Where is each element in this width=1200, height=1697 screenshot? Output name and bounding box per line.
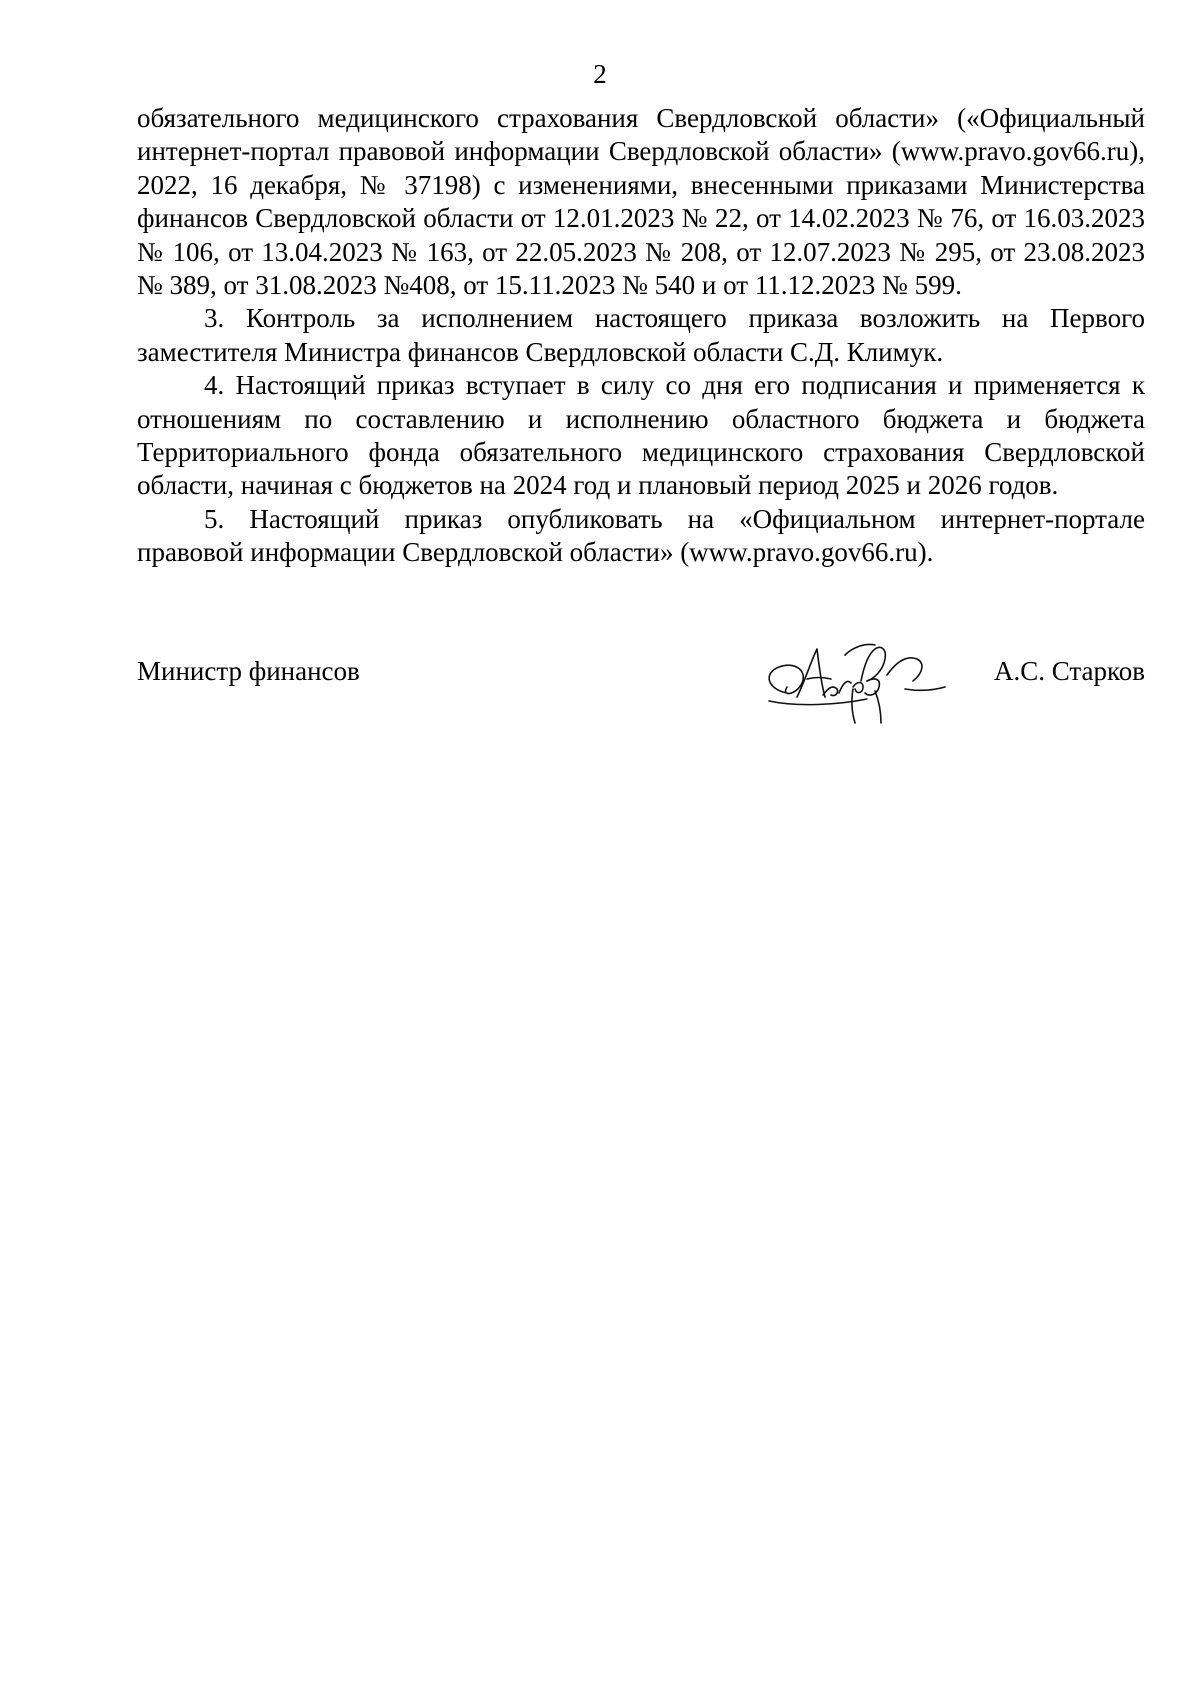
- page-number: 2: [593, 59, 607, 89]
- signer-title: Министр финансов: [137, 656, 360, 686]
- signature-block: [137, 643, 1145, 733]
- paragraph-item-4: 4. Настоящий приказ вступает в силу со дня его подписания и применяется к отношениям по составлению и исполнению областного бюджета и бюджета Территориального фонда обязательного медицинского страхования Свердловской области, начиная с бюджетов на 2024 год и плановый период 2025 и 2026 годов.: [137, 370, 1145, 501]
- paragraph-item-5: 5. Настоящий приказ опубликовать на «Официальном интернет-портале правовой информации Свердловской области» (www.pravo.gov66.ru).: [137, 503, 1145, 568]
- signer-name: А.С. Старков: [993, 656, 1145, 686]
- document-body: [137, 102, 1145, 570]
- paragraph-continuation: обязательного медицинского страхования Свердловской области» («Официальный интернет-портал правовой информации Свердловской области» (www.pravo.gov66.ru), 2022, 16 декабря, № 37198) с изменениями, внесенными приказами Министерства финансов Свердловской области от 12.01.2023 № 22, от 14.02.2023 № 76, от 16.03.2023 № 106, от 13.04.2023 № 163, от 22.05.2023 № 208, от 12.07.2023 № 295, от 23.08.2023 № 389, от 31.08.2023 №408, от 15.11.2023 № 540 и от 11.12.2023 № 599.: [137, 103, 1145, 301]
- handwritten-signature: [757, 631, 957, 727]
- paragraph-item-3: 3. Контроль за исполнением настоящего приказа возложить на Первого заместителя Министра финансов Свердловской области С.Д. Климук.: [137, 303, 1145, 367]
